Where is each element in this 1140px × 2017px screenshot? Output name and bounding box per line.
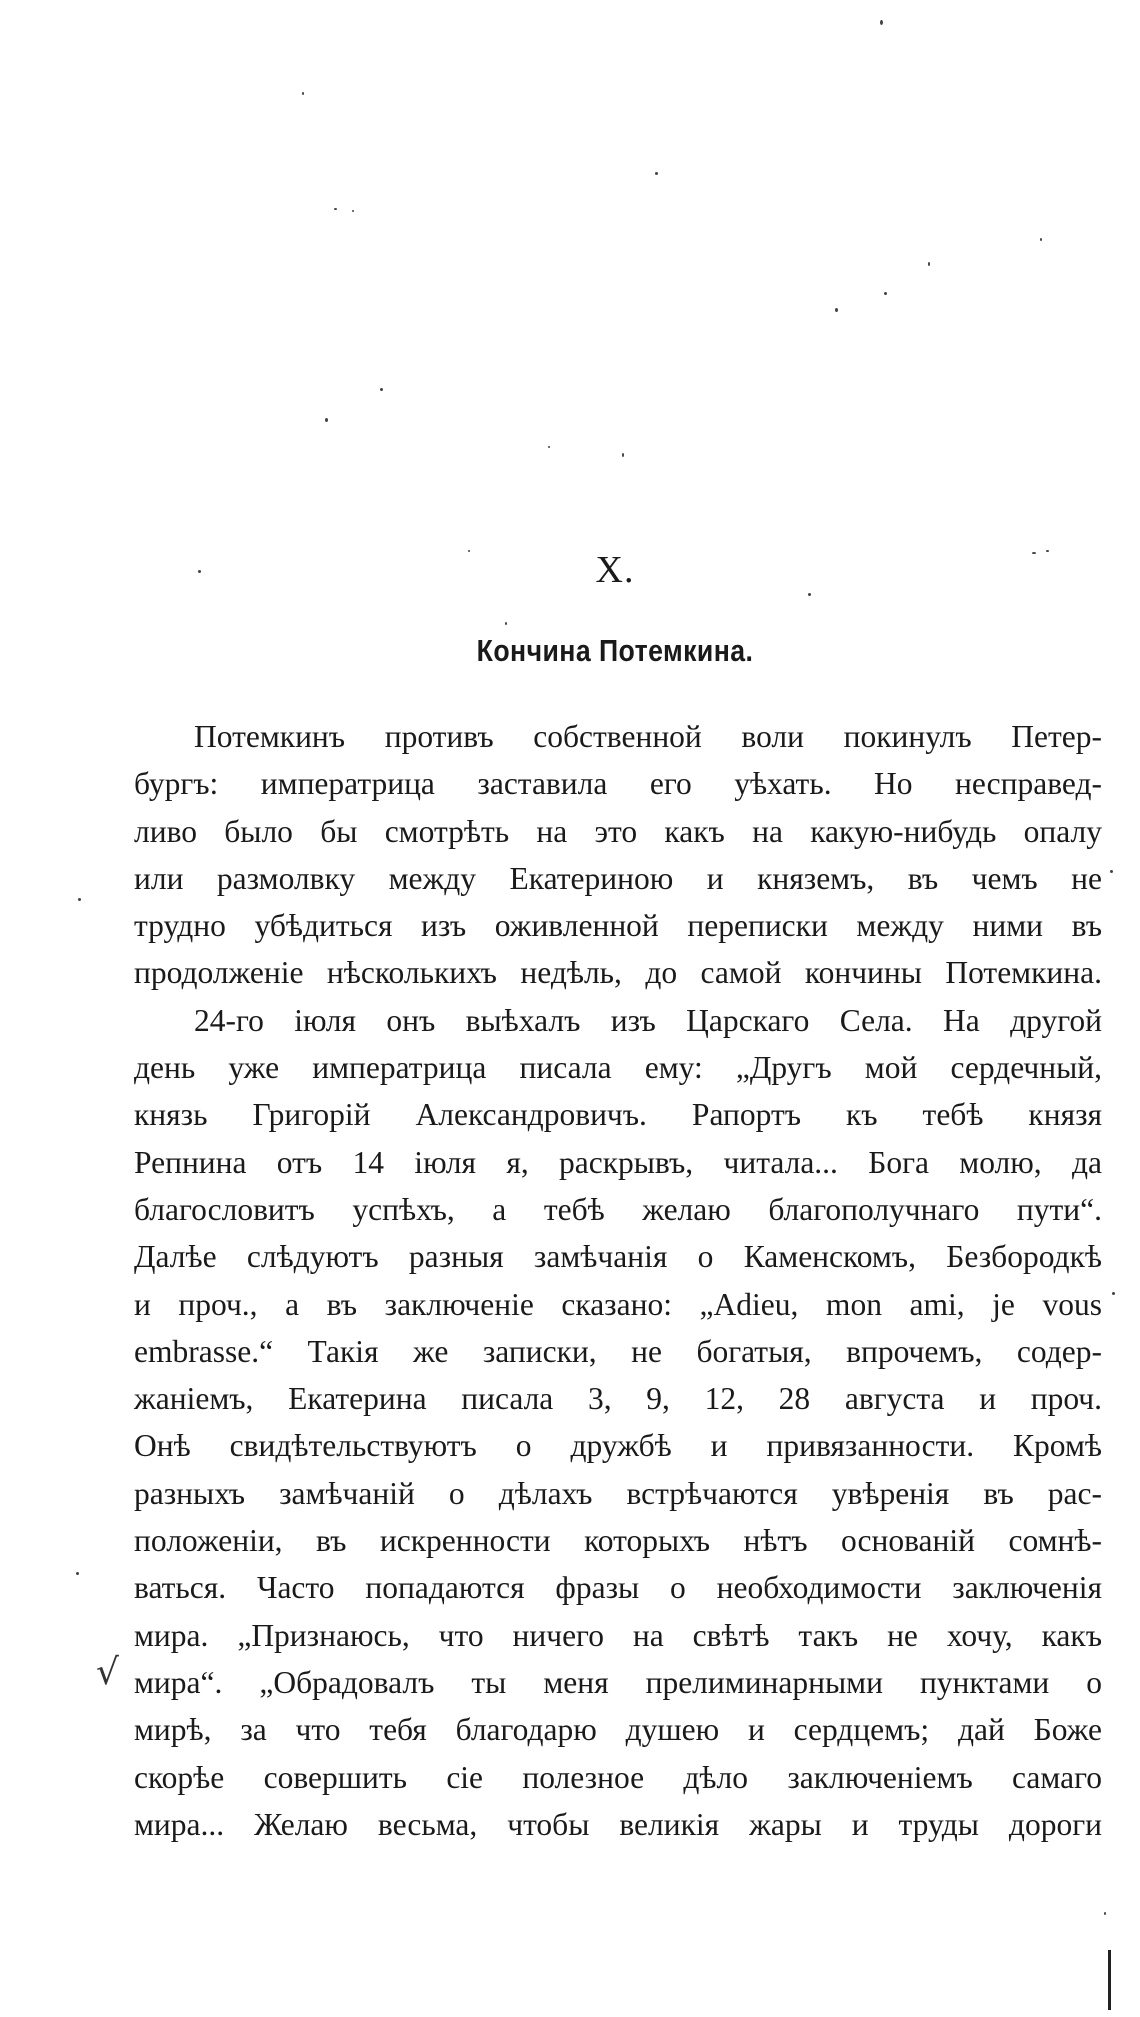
text-line: бургъ: императрица заставила его уѣхать. Но несправед- xyxy=(134,766,1102,802)
text-line: Далѣе слѣдуютъ разныя замѣчанія о Каменскомъ, Безбородкѣ xyxy=(134,1239,1102,1275)
text-line: разныхъ замѣчаній о дѣлахъ встрѣчаются увѣренія въ рас- xyxy=(134,1475,1102,1511)
text-line: Потемкинъ противъ собственной воли покинулъ Петер- xyxy=(194,719,1102,754)
text-line: день уже императрица писала ему: „Другъ мой сердечный, xyxy=(134,1050,1102,1086)
text-line: князь Григорій Александровичъ. Рапортъ къ тебѣ князя xyxy=(134,1097,1102,1133)
text-line: и проч., а въ заключеніе сказано: „Adieu, mon ami, je vous xyxy=(134,1286,1102,1322)
text-line: трудно убѣдиться изъ оживленной переписки между ними въ xyxy=(134,908,1102,944)
text-line: 24-го іюля онъ выѣхалъ изъ Царскаго Села. На другой xyxy=(194,1002,1102,1038)
text-line: мира... Желаю весьма, чтобы великія жары и труды дороги xyxy=(134,1806,1102,1842)
text-line: мира“. „Обрадовалъ ты меня прелиминарными пунктами о xyxy=(134,1664,1102,1700)
text-line: продолженіе нѣсколькихъ недѣль, до самой кончины Потемкина. xyxy=(134,955,1102,991)
text-line: Онѣ свидѣтельствуютъ о дружбѣ и привязанности. Кромѣ xyxy=(134,1428,1102,1464)
margin-bar xyxy=(1108,1950,1111,2010)
body-text xyxy=(134,713,1102,1848)
text-line: Репнина отъ 14 іюля я, раскрывъ, читала... Бога молю, да xyxy=(134,1144,1102,1180)
text-line: ваться. Часто попадаются фразы о необходимости заключенія xyxy=(134,1570,1102,1606)
text-line: благословитъ успѣхъ, а тебѣ желаю благополучнаго пути“. xyxy=(134,1191,1102,1227)
chapter-number: X. xyxy=(595,549,635,591)
text-line: embrasse.“ Такія же записки, не богатыя, впрочемъ, содер- xyxy=(134,1333,1102,1369)
chapter-title: Кончина Потемкина. xyxy=(476,633,754,668)
margin-checkmark-icon: √ xyxy=(96,1652,119,1693)
text-line: положеніи, въ искренности которыхъ нѣтъ основаній сомнѣ- xyxy=(134,1523,1102,1559)
text-line: ливо было бы смотрѣть на это какъ на какую-нибудь опалу xyxy=(134,813,1102,849)
text-line: или размолвку между Екатериною и княземъ, въ чемъ не xyxy=(134,860,1102,896)
text-line: скорѣе совершить сіе полезное дѣло заключеніемъ самаго xyxy=(134,1759,1102,1795)
text-line: жаніемъ, Екатерина писала 3, 9, 12, 28 августа и проч. xyxy=(134,1381,1102,1417)
text-line: мирѣ, за что тебя благодарю душею и сердцемъ; дай Боже xyxy=(134,1712,1102,1748)
text-line: мира. „Признаюсь, что ничего на свѣтѣ такъ не хочу, какъ xyxy=(134,1617,1102,1653)
